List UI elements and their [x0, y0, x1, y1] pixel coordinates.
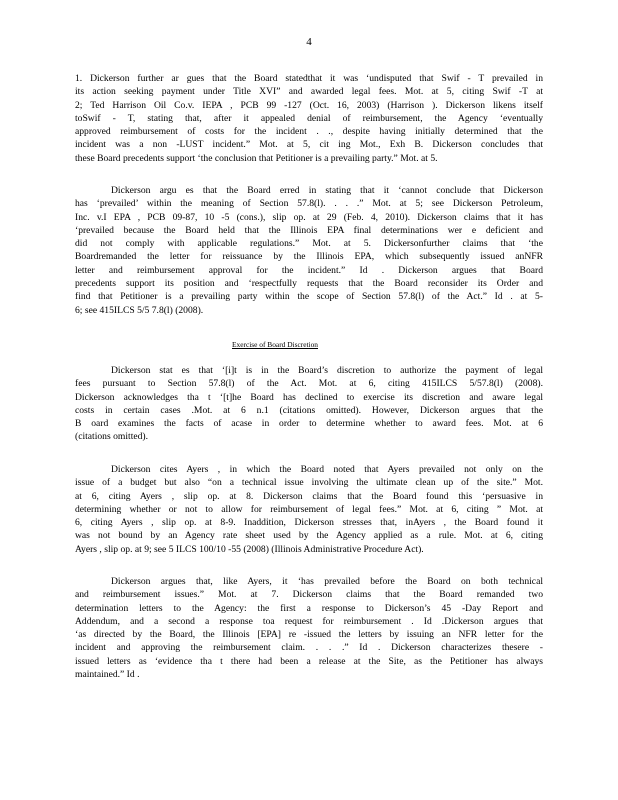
paragraph-line: was not bound by an Agency rate sheet used by the Agency applied as a rule. Mot. at 6, citing — [75, 530, 543, 542]
paragraph-line: Dickerson argues that, like Ayers, it ‘has prevailed before the Board on both technical — [111, 576, 543, 587]
paragraph-line: Boardremanded the letter for reissuance by the Illinois EPA, which subsequently issued anNFR — [75, 251, 543, 263]
paragraph-1 — [75, 72, 543, 165]
paragraph-line: B oard examines the facts of acase in order to determine whether to award fees. Mot. at 6 — [75, 418, 543, 430]
paragraph-line: 2; Ted Harrison Oil Co.v. IEPA , PCB 99 -127 (Oct. 16, 2003) (Harrison ). Dickerson likens itself — [75, 99, 543, 111]
paragraph-5 — [75, 575, 543, 681]
paragraph-line: these Board precedents support ‘the conclusion that Petitioner is a prevailing party.” Mot. at 5. — [75, 152, 438, 164]
paragraph-line: Dickerson cites Ayers , in which the Board noted that Ayers prevailed not only on the — [111, 464, 543, 475]
paragraph-line: its action seeking payment under Title XVI” and awarded legal fees. Mot. at 5, citing Swif -T at — [75, 86, 543, 98]
paragraph-line: did not comply with applicable regulations.” Mot. at 5. Dickersonfurther claims that ‘the — [75, 238, 543, 250]
paragraph-line: determining whether or not to allow for reimbursement of legal fees.” Mot. at 6, citing ” Mot. at — [75, 503, 543, 515]
paragraph-line: (citations omitted). — [75, 431, 149, 443]
paragraph-line: 6, citing Ayers , slip op. at 8-9. Inaddition, Dickerson stresses that, inAyers , the Board found it — [75, 517, 543, 529]
paragraph-line: find that Petitioner is a prevailing party within the scope of Section 57.8(l) of the Act.” Id . at 5- — [75, 291, 543, 303]
page-number: 4 — [306, 36, 312, 48]
paragraph-line: incident was a non -LUST incident.” Mot. at 5, cit ing Mot., Exh B. Dickerson concludes that — [75, 139, 543, 151]
paragraph-line: 6; see 415ILCS 5/5 7.8(l) (2008). — [75, 304, 204, 316]
paragraph-line: incident and approving the reimbursement claim. . . .” Id . Dickerson characterizes thesere - — [75, 642, 543, 654]
paragraph-line: toSwif - T, stating that, after it appealed denial of reimbursement, the Agency ‘eventually — [75, 112, 543, 124]
paragraph-line: precedents support its position and ‘respectfully requests that the Board reconsider its Order and — [75, 278, 543, 290]
section-heading: Exercise of Board Discretion — [232, 340, 318, 349]
paragraph-line: fees pursuant to Section 57.8(l) of the Act. Mot. at 6, citing 415ILCS 5/57.8(l) (2008). — [75, 378, 543, 390]
paragraph-line: maintained.” Id . — [75, 669, 140, 681]
paragraph-line: Dickerson acknowledges tha t ‘[t]he Board has declined to exercise its discretion and aware legal — [75, 391, 543, 403]
paragraph-line: Dickerson argu es that the Board erred in stating that it ‘cannot conclude that Dickerson — [111, 185, 543, 196]
paragraph-line: Inc. v.I EPA , PCB 09-87, 10 -5 (cons.), slip op. at 29 (Feb. 4, 2010). Dickerson claims that it has — [75, 211, 543, 223]
paragraph-line: issue of a budget but also “on a technical issue involving the ultimate clean up of the site.” Mot. — [75, 477, 543, 489]
paragraph-line: 1. Dickerson further ar gues that the Board statedthat it was ‘undisputed that Swif - T prevailed in — [75, 73, 543, 84]
paragraph-line: issued letters as ‘evidence tha t there had been a release at the Site, as the Petitioner has always — [75, 655, 543, 667]
paragraph-4 — [75, 463, 543, 556]
paragraph-line: ‘as directed by the Board, the Illinois [EPA] re -issued the letters by issuing an NFR letter for the — [75, 629, 543, 641]
paragraph-line: has ‘prevailed’ within the meaning of Section 57.8(l). . . .” Mot. at 5; see Dickerson Petroleum, — [75, 198, 543, 210]
paragraph-line: at 6, citing Ayers , slip op. at 8. Dickerson claims that the Board found this ‘persuasive in — [75, 490, 543, 502]
paragraph-2 — [75, 184, 543, 317]
paragraph-line: Dickerson stat es that ‘[i]t is in the Board’s discretion to authorize the payment of legal — [111, 365, 543, 376]
paragraph-line: Addendum, and a second a response toa request for reimbursement . Id .Dickerson argues that — [75, 615, 543, 627]
paragraph-3 — [75, 364, 543, 444]
paragraph-line: ‘prevailed because the Board held that the Illinois EPA final determinations wer e deficient and — [75, 224, 543, 236]
paragraph-line: determination letters to the Agency: the first a response to Dickerson’s 45 -Day Report and — [75, 602, 543, 614]
paragraph-line: letter and reimbursement approval for the incident.” Id . Dickerson argues that Board — [75, 264, 543, 276]
paragraph-line: costs in certain cases .Mot. at 6 n.1 (citations omitted). However, Dickerson argues that the — [75, 404, 543, 416]
paragraph-line: Ayers , slip op. at 9; see 5 ILCS 100/10 -55 (2008) (Illinois Administrative Procedure Act). — [75, 543, 424, 555]
paragraph-line: and reimbursement issues.” Mot. at 7. Dickerson claims that the Board remanded two — [75, 589, 543, 601]
paragraph-line: approved reimbursement of costs for the incident . ., despite having initially determined that the — [75, 126, 543, 138]
